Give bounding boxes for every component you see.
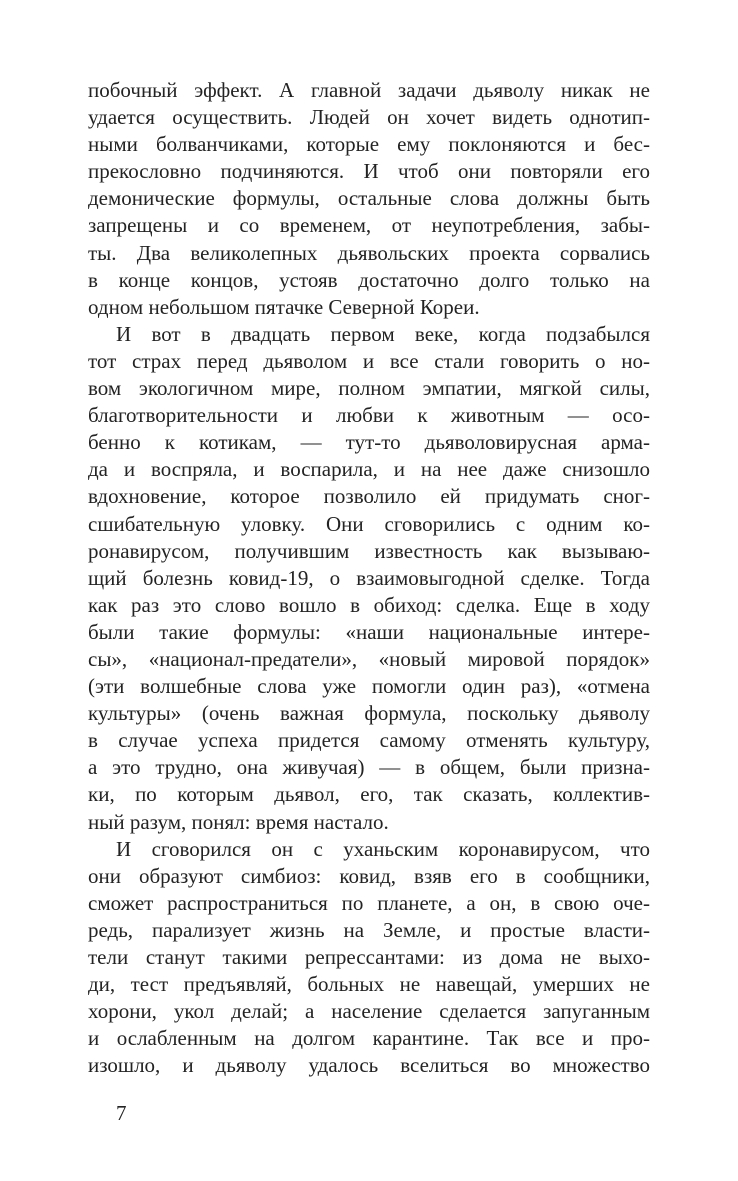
- text-line: ки, по которым дьявол, его, так сказать, коллектив-: [88, 782, 650, 807]
- text-line: ронавирусом, получившим известность как вызываю-: [88, 538, 650, 563]
- text-line: ди, тест предъявляй, больных не навещай, умерших не: [88, 972, 650, 997]
- text-line: изошло, и дьяволу удалось вселиться во множество: [88, 1053, 650, 1078]
- text-line: ный разум, понял: время настало.: [88, 809, 389, 834]
- text-line: одном небольшом пятачке Северной Кореи.: [88, 294, 480, 319]
- text-line: редь, парализует жизнь на Земле, и простые власти-: [88, 917, 650, 942]
- text-line: сшибательную уловку. Они сговорились с одним ко-: [88, 511, 650, 536]
- text-line: бенно к котикам, — тут-то дьяволовирусная арма-: [88, 430, 650, 455]
- text-line: тот страх перед дьяволом и все стали говорить о но-: [88, 348, 650, 373]
- text-line: прекословно подчиняются. И чтоб они повторяли его: [88, 159, 650, 184]
- text-line: запрещены и со временем, от неупотребления, забы-: [88, 213, 650, 238]
- text-line: были такие формулы: «наши национальные интере-: [88, 619, 650, 644]
- text-line: вдохновение, которое позволило ей придумать сног-: [88, 484, 650, 509]
- text-line: хорони, укол делай; а население сделается запуганным: [88, 999, 650, 1024]
- page-number: 7: [116, 1101, 127, 1125]
- text-line: сможет распространиться по планете, а он, в свою оче-: [88, 890, 650, 915]
- text-line: демонические формулы, остальные слова должны быть: [88, 186, 650, 211]
- text-line: да и воспряла, и воспарила, и на нее даже снизошло: [88, 457, 650, 482]
- text-line: тели станут такими репрессантами: из дома не выхо-: [88, 945, 650, 969]
- text-line: И сговорился он с уханьским коронавирусом, что: [116, 836, 650, 861]
- text-line: культуры» (очень важная формула, поскольку дьяволу: [88, 701, 650, 726]
- text-line: ными болванчиками, которые ему поклоняются и бес-: [88, 132, 650, 157]
- text-line: и ослабленным на долгом карантине. Так все и про-: [88, 1026, 650, 1051]
- text-line: И вот в двадцать первом веке, когда подзабылся: [116, 321, 650, 346]
- text-line: побочный эффект. А главной задачи дьяволу никак не: [88, 78, 650, 102]
- text-line: как раз это слово вошло в обиход: сделка. Еще в ходу: [88, 592, 650, 617]
- text-line: в конце концов, устояв достаточно долго только на: [88, 267, 650, 292]
- text-line: удается осуществить. Людей он хочет видеть однотип-: [88, 105, 650, 130]
- text-line: вом экологичном мире, полном эмпатии, мягкой силы,: [88, 376, 650, 401]
- text-line: в случае успеха придется самому отменять культуру,: [88, 728, 650, 753]
- text-line: они образуют симбиоз: ковид, взяв его в сообщники,: [88, 863, 650, 888]
- text-line: щий болезнь ковид-19, о взаимовыгодной сделке. Тогда: [88, 565, 650, 590]
- text-line: ты. Два великолепных дьявольских проекта сорвались: [88, 240, 650, 265]
- text-line: благотворительности и любви к животным — осо-: [88, 403, 650, 428]
- page-text: [88, 77, 650, 1079]
- text-line: сы», «национал-предатели», «новый мировой порядок»: [88, 646, 650, 671]
- text-line: (эти волшебные слова уже помогли один раз), «отмена: [88, 674, 650, 699]
- text-line: а это трудно, она живучая) — в общем, были призна-: [88, 755, 650, 780]
